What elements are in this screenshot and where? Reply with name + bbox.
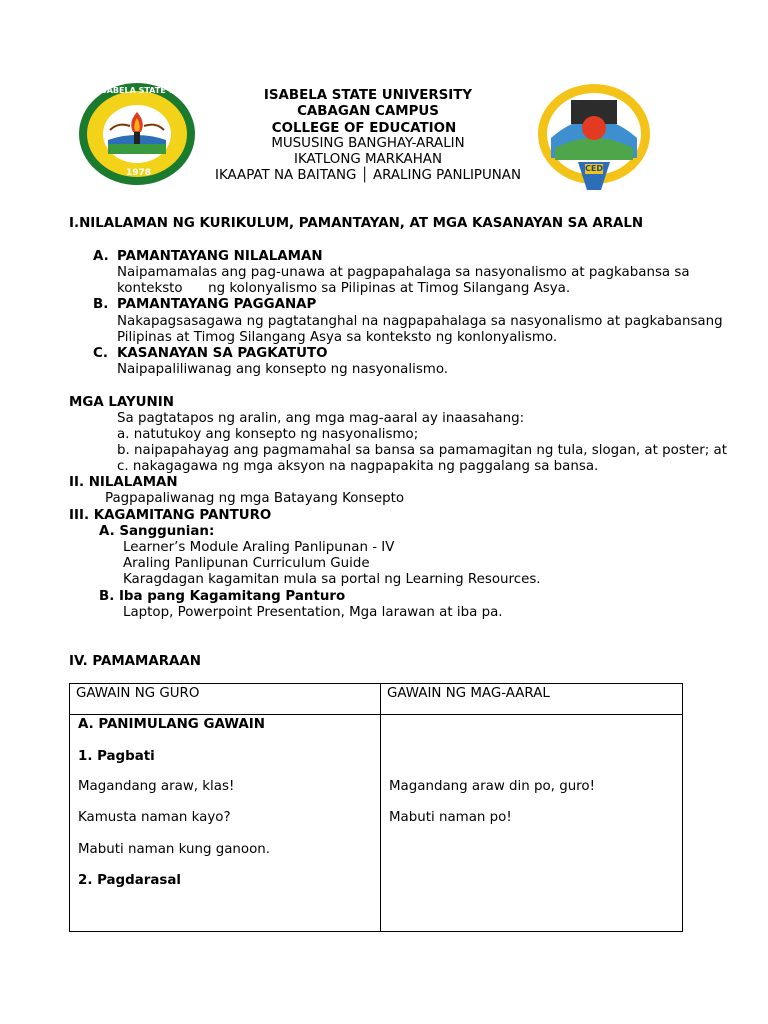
table-row [70,715,683,932]
layunin-intro: Sa pagtatapos ng aralin, ang mga mag-aaral ay inaasahang: [117,411,525,426]
layunin-item: a. natutukoy ang konsepto ng nasyonalismo; [117,427,419,442]
section4-title: IV. PAMAMARAAN [69,654,201,669]
student-cell [381,715,683,932]
ced-seal-logo [533,78,655,196]
layunin-title: MGA LAYUNIN [69,395,174,410]
layunin-item: b. naipapahayag ang pagmamahal sa bansa sa pamamagitan ng tula, slogan, at poster; at [117,443,727,458]
header-college: COLLEGE OF EDUCATION [271,121,457,136]
header-university: ISABELA STATE UNIVERSITY [263,88,473,103]
student-line1: Magandang araw din po, guro! [389,779,595,794]
table-header-row [70,684,683,715]
section1-a-title: PAMANTAYANG NILALAMAN [117,249,323,264]
col-header-teacher: GAWAIN NG GURO [70,684,381,715]
ced-seal-text: CED [585,164,603,173]
section2-content: Pagpapaliwanag ng mga Batayang Konsepto [105,491,405,506]
header-campus: CABAGAN CAMPUS [297,104,439,119]
teacher-cell [70,715,381,932]
section3-a-item: Karagdagan kagamitan mula sa portal ng Learning Resources. [123,572,541,587]
section3-a-item: Araling Panlipunan Curriculum Guide [123,556,370,571]
section1-b-title: PAMANTAYANG PAGGANAP [117,297,317,312]
student-line2: Mabuti naman po! [389,810,512,825]
section3-a-title: A. Sanggunian: [99,524,215,539]
section1-a-line1: Naipamamalas ang pag-unawa at pagpapahalaga sa nasyonalismo at pagkabansa sa [117,265,690,280]
teacher-heading: A. PANIMULANG GAWAIN [78,717,265,732]
teacher-sub2: 2. Pagdarasal [78,873,181,888]
layunin-item: c. nakagagawa ng mga aksyon na nagpapakita ng paggalang sa bansa. [117,459,599,474]
seal-year: 1978 [126,168,152,178]
section1-c-letter: C. [93,346,108,361]
section1-c-line1: Naipapaliliwanag ang konsepto ng nasyonalismo. [117,362,449,377]
header-quarter: IKATLONG MARKAHAN [294,152,442,167]
section1-b-letter: B. [93,297,109,312]
section1-a-letter: A. [93,249,109,264]
section3-b-content: Laptop, Powerpoint Presentation, Mga larawan at iba pa. [123,605,503,620]
teacher-line2: Kamusta naman kayo? [78,810,231,825]
seal-top-text: ISABELA STATE UNIVERSITY [98,86,223,95]
teacher-sub1: 1. Pagbati [78,749,155,764]
section1-title: I.NILALAMAN NG KURIKULUM, PAMANTAYAN, AT MGA KASANAYAN SA ARALN [69,216,644,231]
section1-b-line1: Nakapagsasagawa ng pagtatanghal na nagpapahalaga sa nasyonalismo at pagkabansang [117,314,723,329]
teacher-line1: Magandang araw, klas! [78,779,235,794]
section1-a-line2: konteksto ng kolonyalismo sa Pilipinas at Timog Silangang Asya. [117,281,571,296]
section3-a-item: Learner’s Module Araling Panlipunan - IV [123,540,395,555]
col-header-student: GAWAIN NG MAG-AARAL [381,684,683,715]
procedure-table [69,683,683,932]
section1-c-title: KASANAYAN SA PAGKATUTO [117,346,328,361]
section3-title: III. KAGAMITANG PANTURO [69,508,272,523]
section2-title: II. NILALAMAN [69,475,178,490]
header-grade-subject: IKAAPAT NA BAITANG │ ARALING PANLIPUNAN [215,168,521,183]
header-plan-type: MUSUSING BANGHAY-ARALIN [271,136,465,151]
section1-b-line2: Pilipinas at Timog Silangang Asya sa konteksto ng konlonyalismo. [117,330,558,345]
teacher-line3: Mabuti naman kung ganoon. [78,842,271,857]
section3-b-title: B. Iba pang Kagamitang Panturo [99,589,346,604]
isu-seal-logo [78,82,223,186]
